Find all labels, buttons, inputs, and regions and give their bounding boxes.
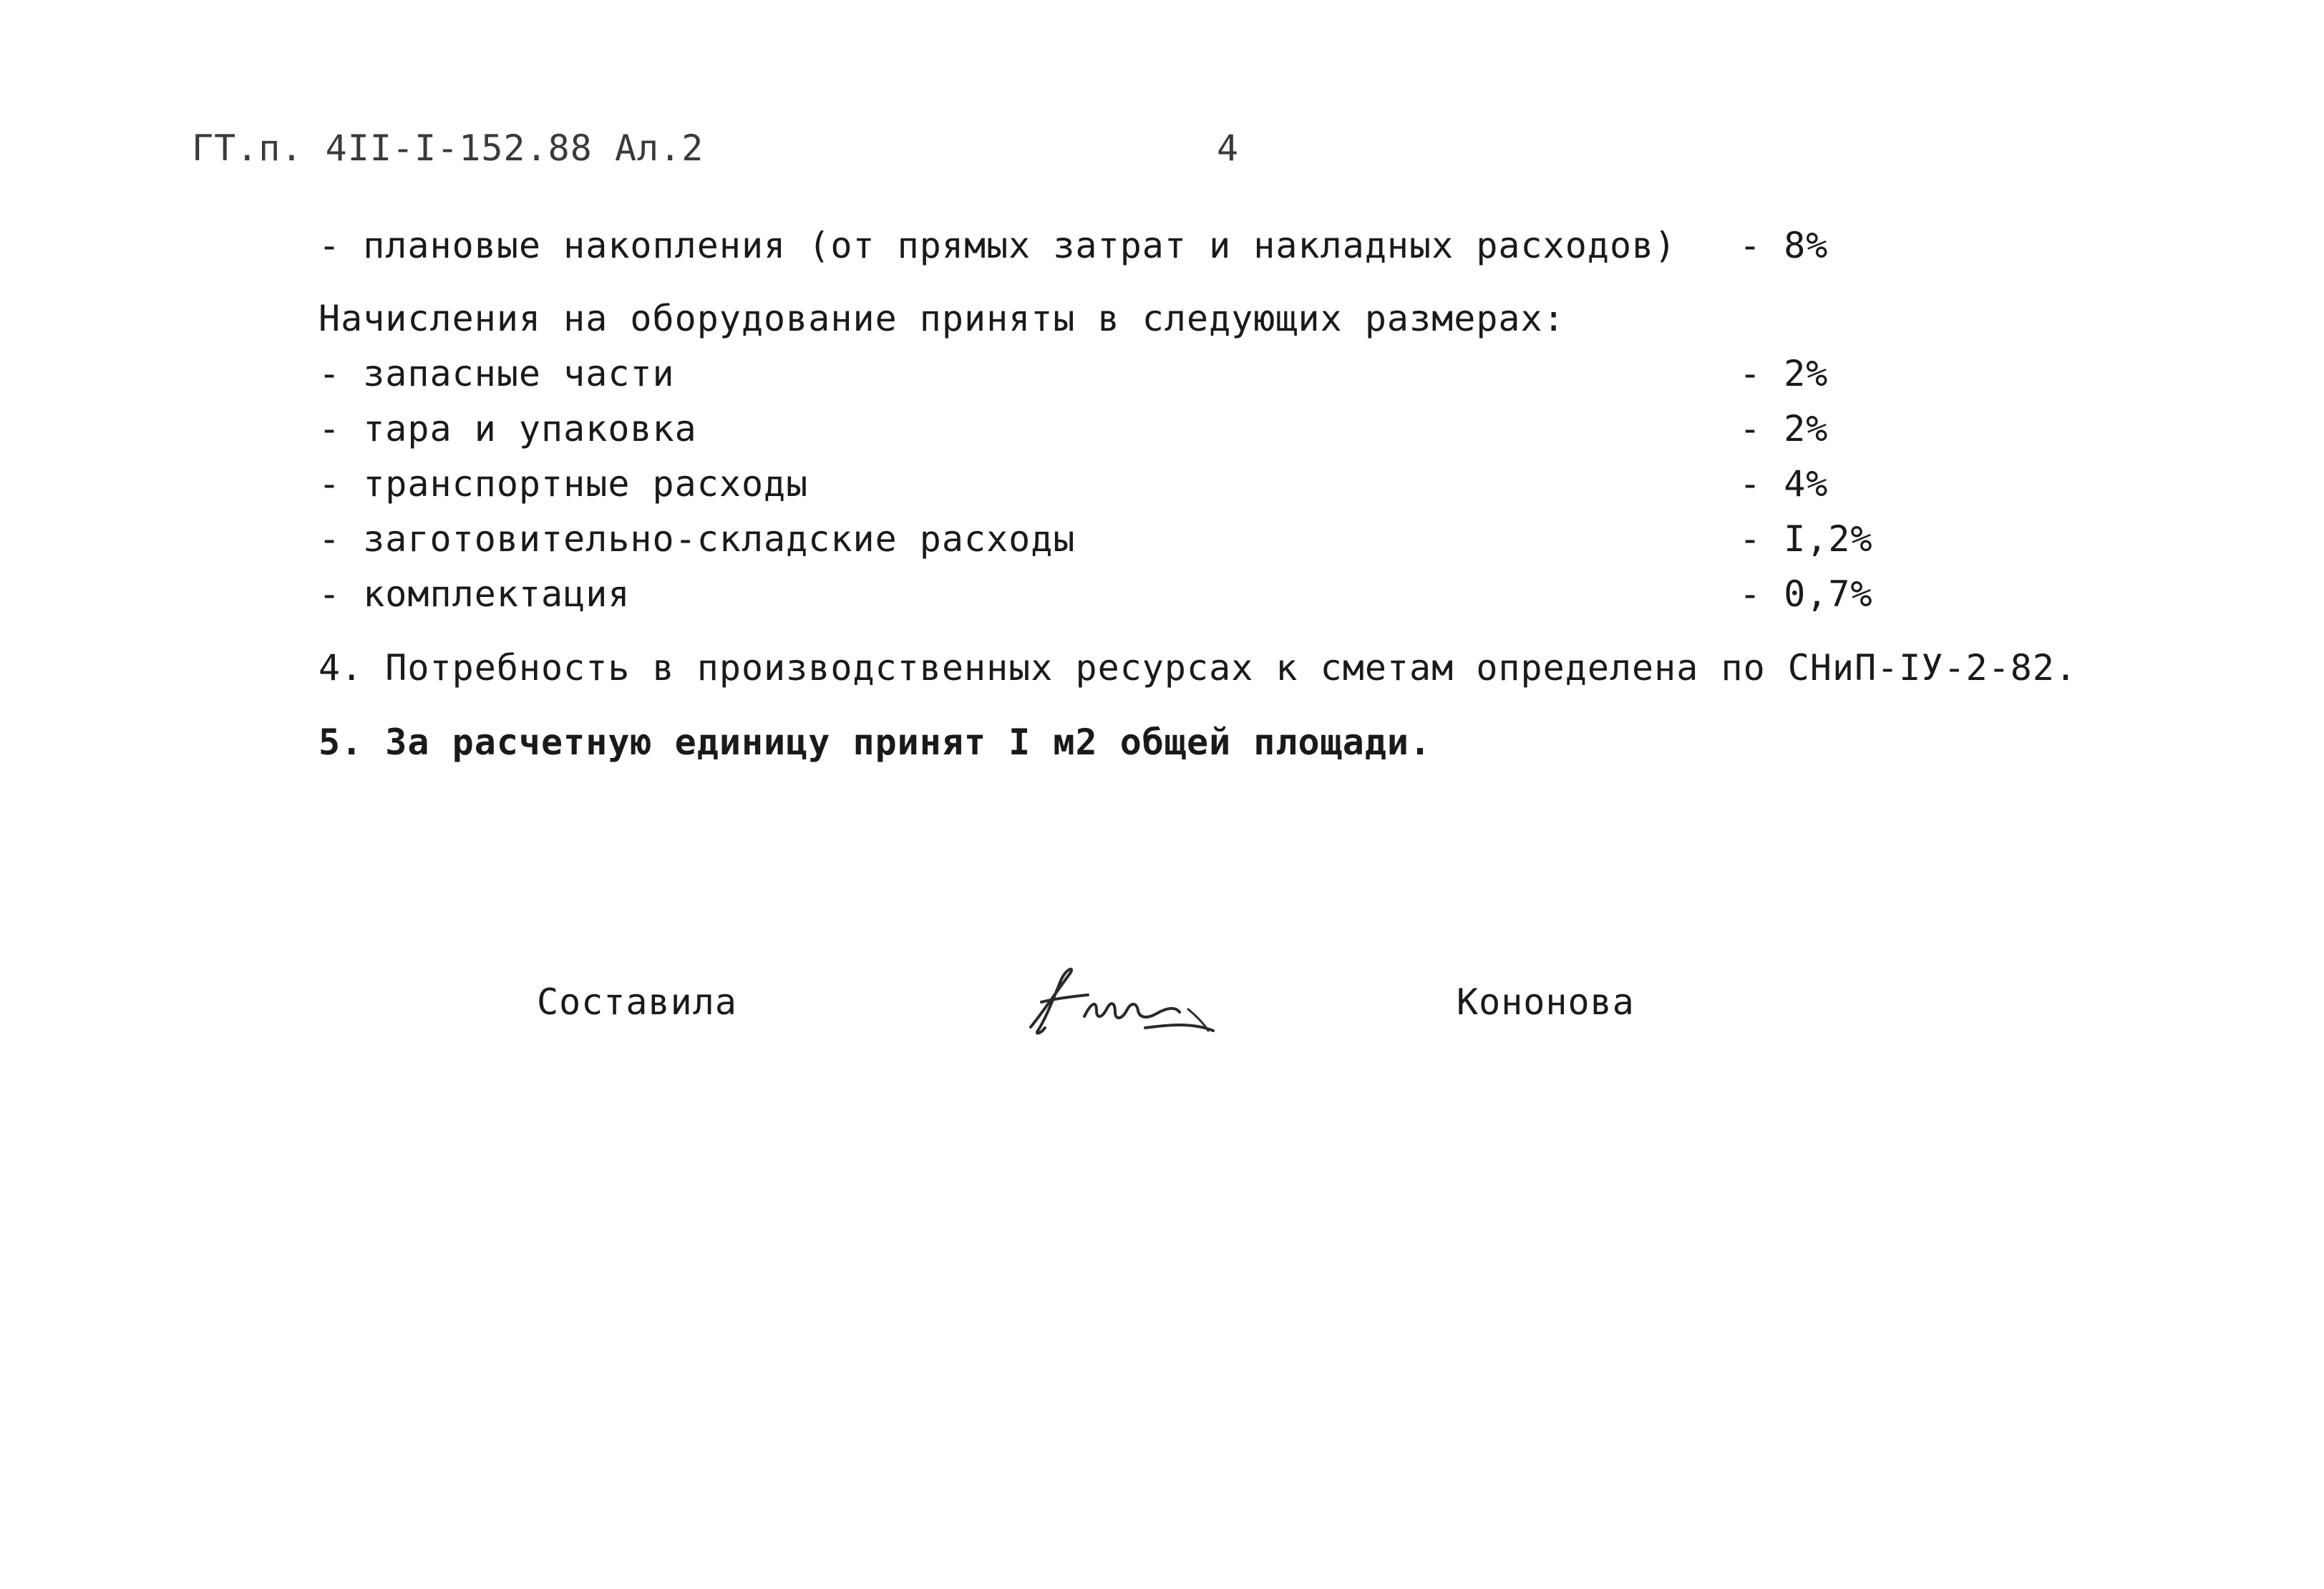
list-item-completion-value: - 0,7% <box>1739 573 1873 615</box>
list-item-completion: - комплектация <box>319 573 631 615</box>
list-item-packaging-value: - 2% <box>1739 408 1829 450</box>
list-item-transport: - транспортные расходы <box>319 463 809 505</box>
list-item-transport-value: - 4% <box>1739 463 1829 505</box>
note-resources: 4. Потребность в производственных ресурсах к сметам определена по СНиП-IУ-2-82. <box>319 647 2078 689</box>
compiled-by-label: Составила <box>537 981 737 1023</box>
document-code: ГТ.п. 4II-I-152.88 Ал.2 <box>192 127 704 169</box>
equipment-intro: Начисления на оборудование приняты в следующих размерах: <box>319 298 1565 339</box>
compiler-name: Кононова <box>1457 981 1635 1023</box>
list-item-packaging: - тара и упаковка <box>319 408 697 450</box>
handwritten-signature <box>1016 959 1224 1045</box>
list-item-procurement-storage: - заготовительно-складские расходы <box>319 518 1076 560</box>
list-item-spare-parts-value: - 2% <box>1739 353 1829 394</box>
planned-savings-line: - плановые накопления (от прямых затрат и накладных расходов) <box>319 225 1677 266</box>
note-unit: 5. За расчетную единицу принят I м2 общей площади. <box>319 721 1432 763</box>
page-number: 4 <box>1217 127 1240 169</box>
planned-savings-value: - 8% <box>1739 225 1829 266</box>
list-item-procurement-storage-value: - I,2% <box>1739 518 1873 560</box>
list-item-spare-parts: - запасные части <box>319 353 675 394</box>
